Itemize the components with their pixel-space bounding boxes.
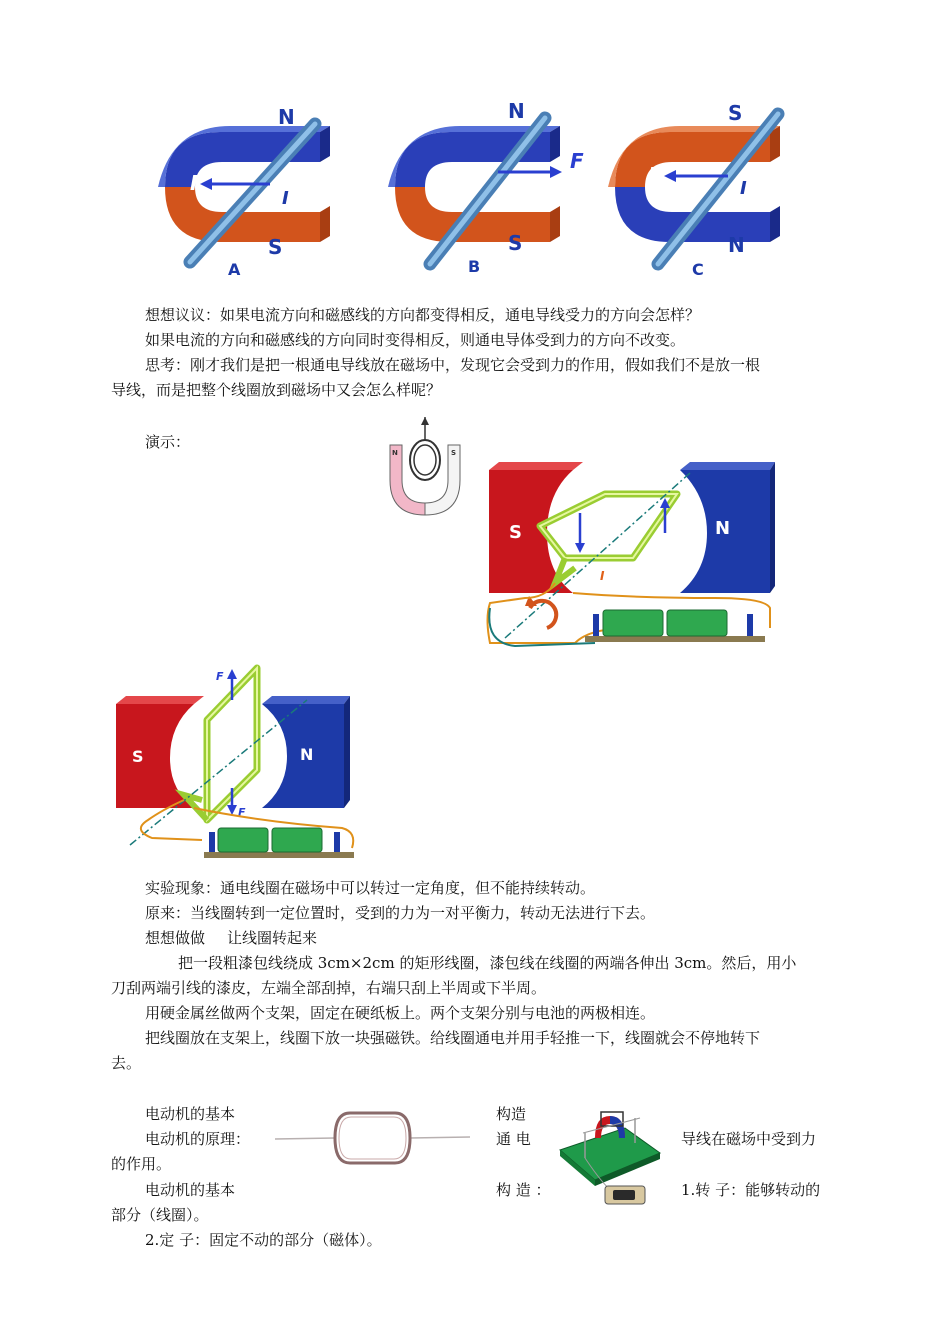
coil-loop-image <box>275 1108 470 1168</box>
force-label-a: F <box>190 171 204 195</box>
motor-stator: 2.定 子：固定不动的部分（磁体）。 <box>145 1231 382 1249</box>
paragraph-answer: 如果电流的方向和磁感线的方向同时变得相反，则通电导体受到力的方向不改变。 <box>145 331 686 349</box>
paragraph-think-2: 导线，而是把整个线圈放到磁场中又会怎么样呢？ <box>111 381 442 399</box>
paragraph-steps-2: 刀刮两端引线的漆皮，左端全部刮掉，右端只刮上半周或下半周。 <box>111 979 547 997</box>
demo-label: 演示： <box>145 433 191 451</box>
pole-top-c: S <box>728 101 743 125</box>
motor-rotor-end: 部分（线圈）。 <box>111 1206 209 1224</box>
motor-basic-label-1: 电动机的基本 <box>145 1105 236 1123</box>
coil-demo-figure <box>485 458 780 650</box>
coil2-pole-s: S <box>132 747 144 766</box>
paragraph-discuss: 想想议议：如果电流方向和磁感线的方向都变得相反，通电导线受力的方向会怎样？ <box>145 306 701 324</box>
demo-pole-s: S <box>509 522 522 543</box>
panel-label-c: C <box>692 260 704 279</box>
pole-bottom-c: N <box>728 233 745 257</box>
paragraph-stand: 用硬金属丝做两个支架，固定在硬纸板上。两个支架分别与电池的两极相连。 <box>145 1004 656 1022</box>
motor-structure-label-2: 构 造 ： <box>496 1181 551 1199</box>
demo-current: I <box>600 569 605 583</box>
svg-text:S: S <box>451 449 457 457</box>
force-label-c: F <box>648 163 662 187</box>
motor-model-image <box>555 1098 665 1210</box>
motor-principle-label: 电动机的原理： <box>145 1130 251 1148</box>
paragraph-reason: 原来：当线圈转到一定位置时，受到的力为一对平衡力，转动无法进行下去。 <box>145 904 656 922</box>
demo-force-up: F <box>651 507 660 521</box>
motor-principle-force: 导线在磁场中受到力 <box>681 1130 817 1148</box>
paragraph-coil-2: 去。 <box>111 1054 142 1072</box>
panel-label-a: A <box>228 260 241 279</box>
force-label-b: F <box>570 149 584 173</box>
coil2-force-up: F <box>216 670 224 683</box>
demo-force-down: F <box>585 542 594 556</box>
motor-structure-label-1: 构造 <box>496 1105 527 1123</box>
motor-rotor: 1.转 子：能够转动的 <box>681 1181 821 1199</box>
try-title-b: 让线圈转起来 <box>227 929 318 947</box>
motor-principle-current: 通 电 <box>496 1130 531 1148</box>
svg-text:N: N <box>392 449 398 457</box>
pole-bottom-b: S <box>508 231 523 255</box>
magnet-figure-top <box>140 92 800 287</box>
small-u-magnet-figure <box>385 415 465 520</box>
paragraph-try-title <box>145 928 317 948</box>
pole-top-a: N <box>278 105 295 129</box>
pole-bottom-a: S <box>268 235 283 259</box>
current-label-c: I <box>740 178 747 199</box>
paragraph-think-1: 思考：刚才我们是把一根通电导线放在磁场中，发现它会受到力的作用，假如我们不是放一根 <box>145 356 761 374</box>
demo-pole-n: N <box>715 518 731 539</box>
paragraph-phenomenon: 实验现象：通电线圈在磁场中可以转过一定角度，但不能持续转动。 <box>145 879 596 897</box>
coil2-pole-n: N <box>300 745 314 764</box>
current-label-a: I <box>282 188 289 209</box>
coil-rotated-figure <box>112 660 367 870</box>
paragraph-steps-1: 把一段粗漆包线绕成 3cm×2cm 的矩形线圈，漆包线在线圈的两端各伸出 3cm。然后，用小 <box>178 954 797 972</box>
pole-top-b: N <box>508 99 525 123</box>
coil2-force-down: F <box>238 806 246 819</box>
motor-basic-label-2: 电动机的基本 <box>145 1181 236 1199</box>
try-title-a: 想想做做 <box>145 929 206 947</box>
paragraph-coil-1: 把线圈放在支架上，线圈下放一块强磁铁。给线圈通电并用手轻推一下，线圈就会不停地转下 <box>145 1029 761 1047</box>
panel-label-b: B <box>468 257 481 276</box>
current-label-b: I <box>472 172 479 193</box>
motor-principle-end: 的作用。 <box>111 1155 172 1173</box>
